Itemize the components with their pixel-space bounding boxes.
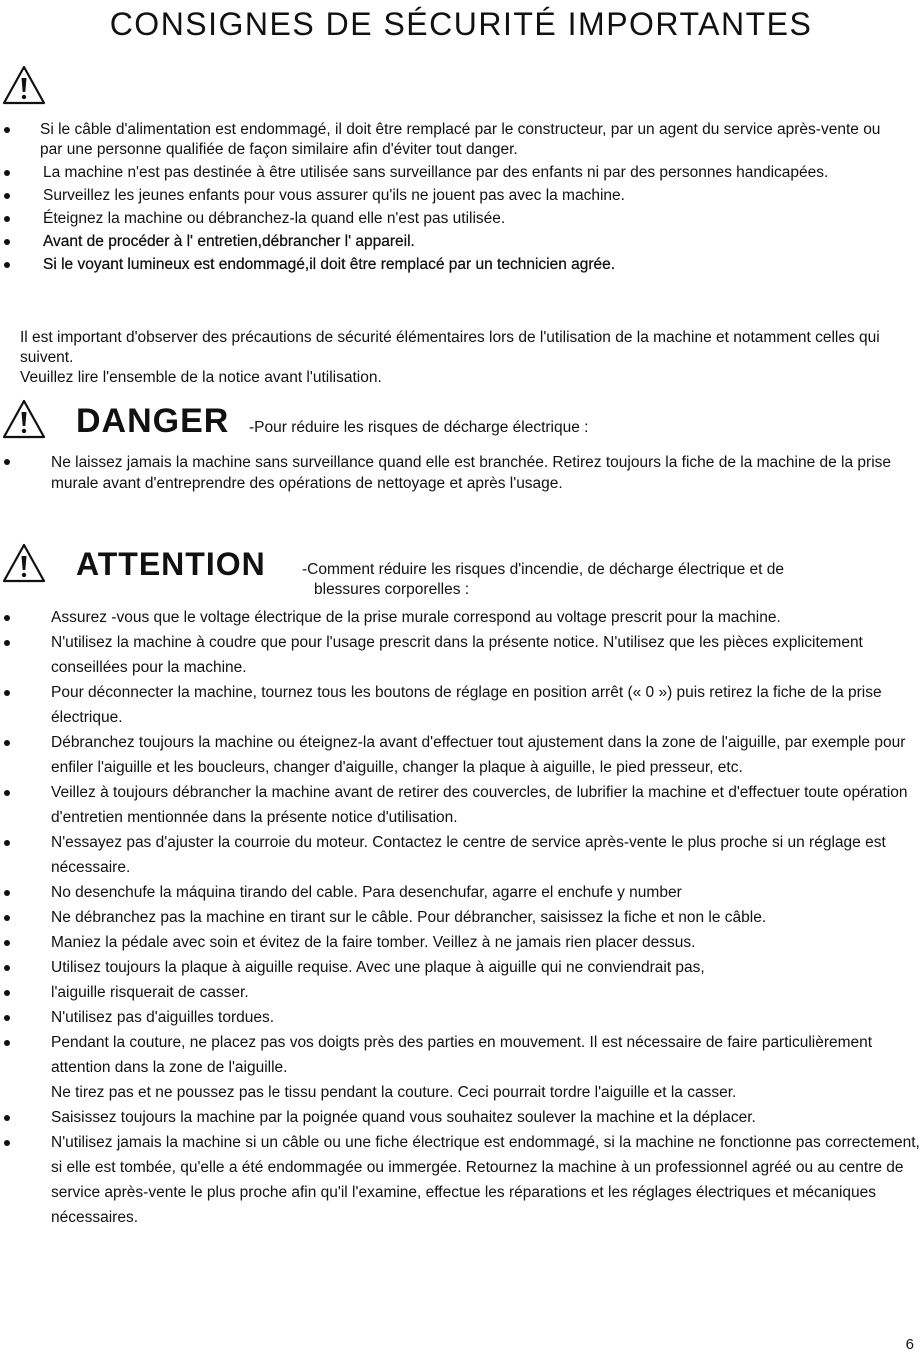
- list-item: Veillez à toujours débrancher la machine avant de retirer des couvercles, de lubrifier la machine et d'effectuer toute opération d'entretien mentionnée dans la présente notice d'utilisation.: [0, 780, 920, 830]
- list-item: Surveillez les jeunes enfants pour vous assurer qu'ils ne jouent pas avec la machine.: [0, 186, 900, 206]
- list-item-text: Pendant la couture, ne placez pas vos doigts près des parties en mouvement. Il est nécessaire de faire particulièrement attention dans la zone de l'aiguille.: [51, 1034, 873, 1076]
- attention-subtitle-line: blessures corporelles :: [314, 581, 470, 598]
- list-item: Ne débranchez pas la machine en tirant sur le câble. Pour débrancher, saisissez la fiche et non le câble.: [0, 905, 920, 930]
- list-item: N'essayez pas d'ajuster la courroie du moteur. Contactez le centre de service après-vente le plus proche si un réglage est nécessaire.: [0, 830, 920, 880]
- couture-note: Ne tirez pas et ne poussez pas le tissu pendant la couture. Ceci pourrait tordre l'aiguille et la casser.: [51, 1084, 737, 1101]
- intro-paragraph: Veuillez lire l'ensemble de la notice avant l'utilisation.: [20, 369, 382, 386]
- list-item: Éteignez la machine ou débranchez-la quand elle n'est pas utilisée.: [0, 209, 900, 229]
- list-item: No desenchufe la máquina tirando del cable. Para desenchufar, agarre el enchufe y number: [0, 880, 920, 905]
- danger-subtitle: -Pour réduire les risques de décharge électrique :: [249, 419, 589, 436]
- list-item: N'utilisez jamais la machine si un câble ou une fiche électrique est endommagé, si la machine ne fonctionne pas correctement, si elle est tombée, qu'elle a été endommagée ou immergée. Retournez la machine à un professionnel agréé ou au centre de service après-vente le plus proche afin qu'il l'examine, effectue les réparations et les réglages électriques et mécaniques nécessaires.: [0, 1130, 920, 1230]
- attention-heading: ATTENTION: [76, 546, 266, 582]
- intro-paragraph: Il est important d'observer des précautions de sécurité élémentaires lors de l'utilisation de la machine et notamment celles qui suivent.: [20, 329, 880, 366]
- list-item: Avant de procéder à l' entretien,débrancher l' appareil.: [0, 232, 900, 252]
- warning-triangle-icon: [2, 398, 48, 440]
- list-item: La machine n'est pas destinée à être utilisée sans surveillance par des enfants ni par des personnes handicapées.: [0, 163, 900, 183]
- general-warnings-list: [0, 120, 900, 278]
- list-item: Débranchez toujours la machine ou éteignez-la avant d'effectuer tout ajustement dans la zone de l'aiguille, par exemple pour enfiler l'aiguille et les boucleurs, changer d'aiguille, changer la plaque à aiguille, le pied presseur, etc.: [0, 730, 920, 780]
- warning-triangle-icon: [2, 64, 48, 106]
- danger-list: [0, 452, 916, 494]
- attention-subtitle-line: -Comment réduire les risques d'incendie, de décharge électrique et de: [302, 561, 785, 578]
- danger-heading: DANGER: [76, 402, 230, 440]
- list-item: Assurez -vous que le voltage électrique de la prise murale correspond au voltage prescrit pour la machine.: [0, 605, 920, 630]
- list-item: l'aiguille risquerait de casser.: [0, 980, 920, 1005]
- intro-text: [20, 328, 910, 388]
- list-item: N'utilisez pas d'aiguilles tordues.: [0, 1005, 920, 1030]
- list-item: Si le câble d'alimentation est endommagé, il doit être remplacé par le constructeur, par un agent du service après-vente ou par une personne qualifiée de façon similaire afin d'éviter tout danger.: [0, 120, 900, 160]
- list-item: Utilisez toujours la plaque à aiguille requise. Avec une plaque à aiguille qui ne conviendrait pas,: [0, 955, 920, 980]
- list-item: Saisissez toujours la machine par la poignée quand vous souhaitez soulever la machine et la déplacer.: [0, 1105, 920, 1130]
- page-title: CONSIGNES DE SÉCURITÉ IMPORTANTES: [109, 6, 813, 42]
- list-item: [0, 1030, 920, 1105]
- page-number: 6: [905, 1336, 914, 1353]
- list-item: N'utilisez la machine à coudre que pour l'usage prescrit dans la présente notice. N'utilisez que les pièces explicitement conseillées pour la machine.: [0, 630, 920, 680]
- list-item: Si le voyant lumineux est endommagé,il doit être remplacé par un technicien agrée.: [0, 255, 900, 275]
- warning-triangle-icon: [2, 542, 48, 584]
- list-item: Pour déconnecter la machine, tournez tous les boutons de réglage en position arrêt (« 0 ») puis retirez la fiche de la prise électrique.: [0, 680, 920, 730]
- list-item: Maniez la pédale avec soin et évitez de la faire tomber. Veillez à ne jamais rien placer dessus.: [0, 930, 920, 955]
- attention-list: [0, 605, 920, 1230]
- attention-subtitle: [302, 560, 917, 600]
- list-item: Ne laissez jamais la machine sans surveillance quand elle est branchée. Retirez toujours la fiche de la machine de la prise murale avant d'entreprendre des opérations de nettoyage et après l'usage.: [0, 452, 916, 494]
